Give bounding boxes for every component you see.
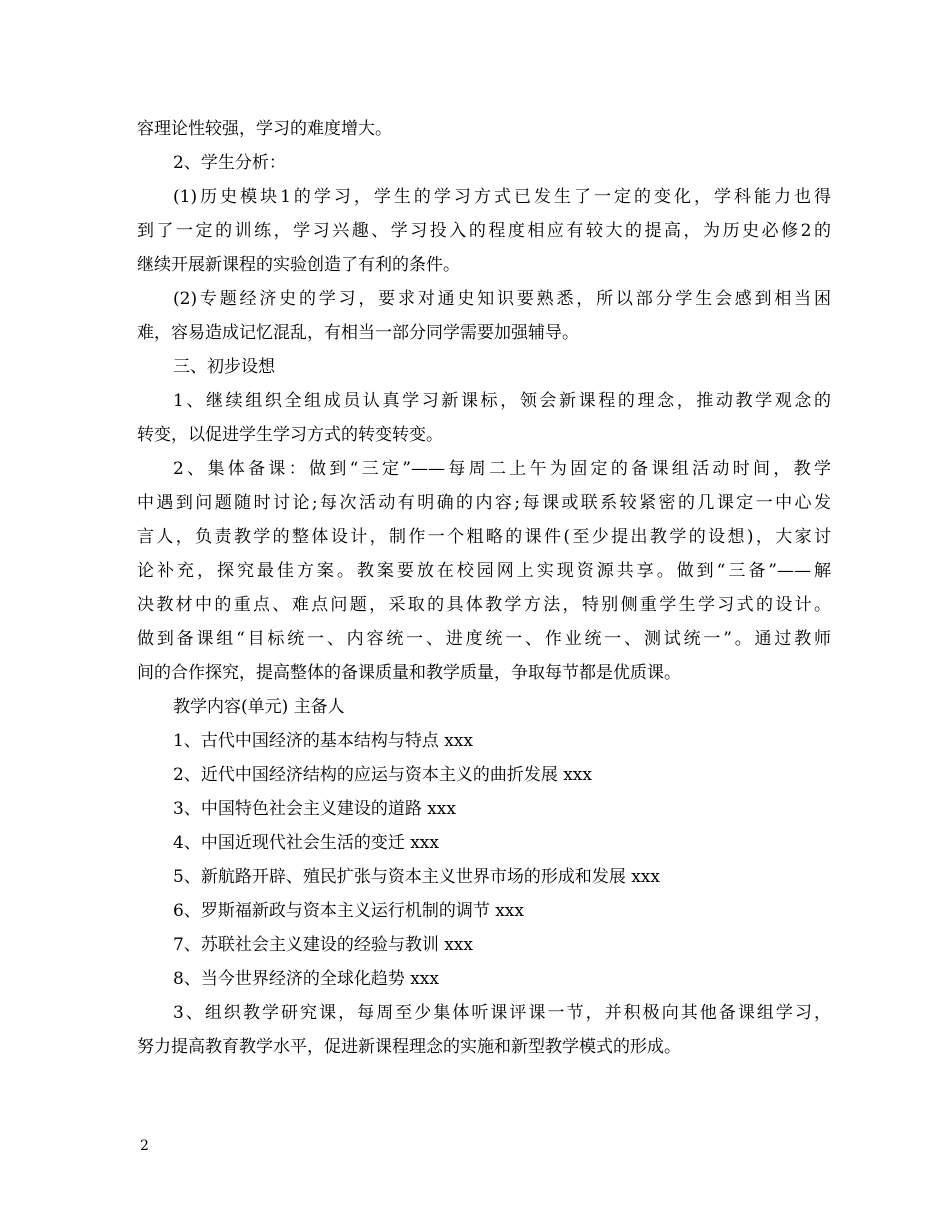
- section-heading: 2、学生分析：: [173, 153, 286, 173]
- list-item: 7、苏联社会主义建设的经验与教训 xxx: [173, 935, 473, 955]
- paragraph-line: 容理论性较强，学习的难度增大。: [137, 119, 392, 139]
- list-item: 2、近代中国经济结构的应运与资本主义的曲折发展 xxx: [173, 765, 592, 785]
- paragraph-line: 论补充，探究最佳方案。教案要放在校园网上实现资源共享。做到“三备”——解: [137, 561, 831, 581]
- document-body: [137, 112, 831, 1064]
- paragraph-line: 难，容易造成记忆混乱，有相当一部分同学需要加强辅导。: [137, 323, 579, 343]
- section-heading: 三、初步设想: [173, 357, 275, 377]
- list-item: 1、古代中国经济的基本结构与特点 xxx: [173, 731, 473, 751]
- paragraph-line: 言人，负责教学的整体设计，制作一个粗略的课件(至少提出教学的设想)，大家讨: [137, 527, 831, 547]
- list-item: 4、中国近现代社会生活的变迁 xxx: [173, 833, 439, 853]
- paragraph-line: 3、组织教学研究课，每周至少集体听课评课一节，并积极向其他备课组学习，: [173, 1003, 831, 1023]
- list-item: 5、新航路开辟、殖民扩张与资本主义世界市场的形成和发展 xxx: [173, 867, 660, 887]
- list-item: 8、当今世界经济的全球化趋势 xxx: [173, 969, 439, 989]
- paragraph-line: 做到备课组“目标统一、内容统一、进度统一、作业统一、测试统一”。通过教师: [137, 629, 831, 649]
- paragraph-line: 1、继续组织全组成员认真学习新课标，领会新课程的理念，推动教学观念的: [173, 391, 831, 411]
- list-item: 3、中国特色社会主义建设的道路 xxx: [173, 799, 456, 819]
- paragraph-line: 努力提高教育教学水平，促进新课程理念的实施和新型教学模式的形成。: [137, 1037, 681, 1057]
- paragraph-line: 中遇到问题随时讨论;每次活动有明确的内容;每课或联系较紧密的几课定一中心发: [137, 493, 831, 513]
- paragraph-line: (2)专题经济史的学习，要求对通史知识要熟悉，所以部分学生会感到相当困: [173, 289, 831, 309]
- paragraph-line: 间的合作探究，提高整体的备课质量和教学质量，争取每节都是优质课。: [137, 663, 681, 683]
- paragraph-line: (1)历史模块1的学习，学生的学习方式已发生了一定的变化，学科能力也得: [173, 187, 831, 207]
- list-header: 教学内容(单元) 主备人: [173, 697, 345, 717]
- paragraph-line: 决教材中的重点、难点问题，采取的具体教学方法，特别侧重学生学习式的设计。: [137, 595, 831, 615]
- paragraph-line: 继续开展新课程的实验创造了有利的条件。: [137, 255, 460, 275]
- list-item: 6、罗斯福新政与资本主义运行机制的调节 xxx: [173, 901, 524, 921]
- paragraph-line: 到了一定的训练，学习兴趣、学习投入的程度相应有较大的提高，为历史必修2的: [137, 221, 831, 241]
- paragraph-line: 2、集体备课：做到“三定”——每周二上午为固定的备课组活动时间，教学: [173, 459, 831, 479]
- paragraph-line: 转变，以促进学生学习方式的转变转变。: [137, 425, 443, 445]
- page-number: 2: [140, 1138, 149, 1154]
